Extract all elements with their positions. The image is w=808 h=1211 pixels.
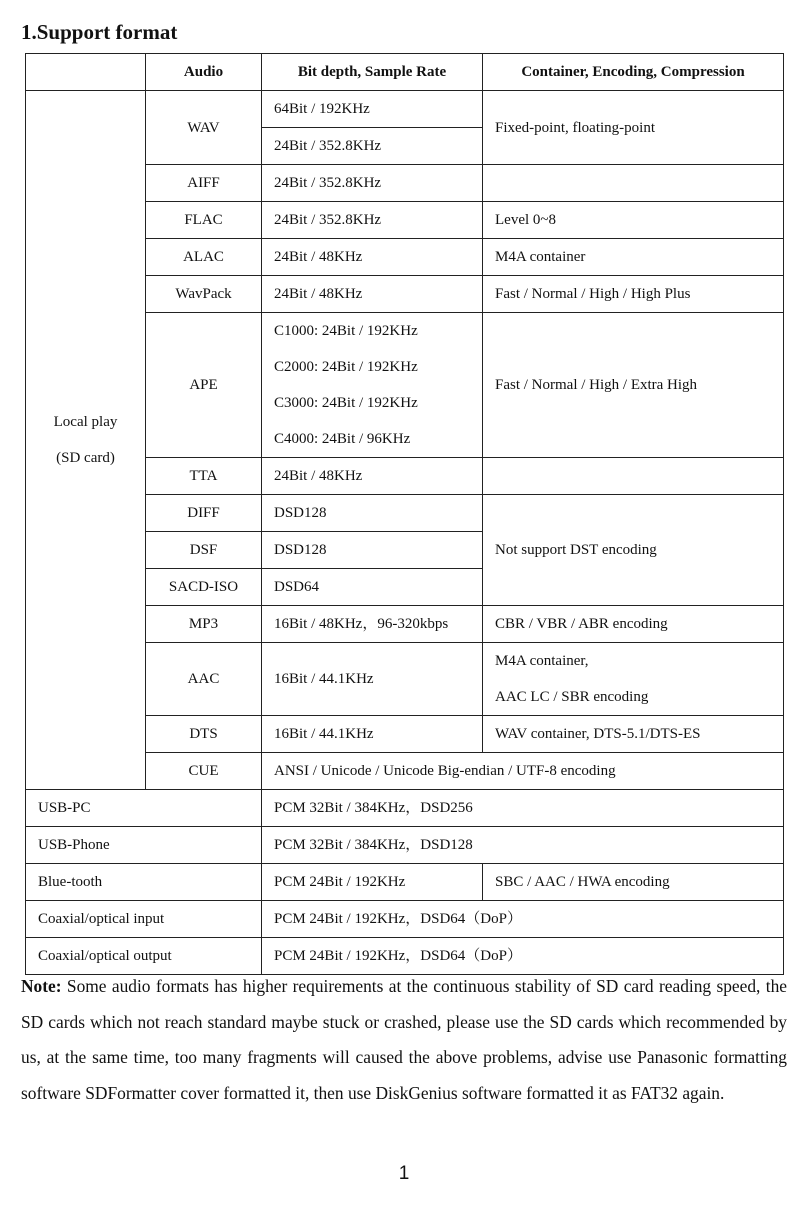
rate-mp3: 16Bit / 48KHz，96-320kbps (262, 606, 483, 643)
container-wavpack: Fast / Normal / High / High Plus (483, 276, 784, 313)
note-paragraph (21, 969, 787, 1111)
note-label: Note: (21, 976, 62, 996)
table-header-row (26, 54, 784, 91)
label-usb-pc: USB-PC (26, 790, 262, 827)
rate-flac: 24Bit / 352.8KHz (262, 202, 483, 239)
header-empty-cell (26, 54, 146, 91)
local-play-cell (26, 91, 146, 790)
value-usb-pc: PCM 32Bit / 384KHz，DSD256 (262, 790, 784, 827)
format-cue: CUE (146, 753, 262, 790)
container-alac: M4A container (483, 239, 784, 276)
rate-wav-1: 64Bit / 192KHz (262, 91, 483, 128)
table-row (26, 864, 784, 901)
format-wavpack: WavPack (146, 276, 262, 313)
container-aac-2: AAC LC / SBR encoding (483, 679, 784, 716)
rate-dts: 16Bit / 44.1KHz (262, 716, 483, 753)
rate-tta: 24Bit / 48KHz (262, 458, 483, 495)
rate-aac: 16Bit / 44.1KHz (262, 643, 483, 716)
format-aiff: AIFF (146, 165, 262, 202)
rate-ape-4: C4000: 24Bit / 96KHz (262, 421, 483, 458)
label-coax-input: Coaxial/optical input (26, 901, 262, 938)
value-bluetooth: PCM 24Bit / 192KHz (262, 864, 483, 901)
rate-ape-3: C3000: 24Bit / 192KHz (262, 385, 483, 421)
container-aac-1: M4A container, (483, 643, 784, 680)
page-number: 1 (398, 1163, 410, 1184)
rate-alac: 24Bit / 48KHz (262, 239, 483, 276)
format-tta: TTA (146, 458, 262, 495)
rate-dsf: DSD128 (262, 532, 483, 569)
rate-aiff: 24Bit / 352.8KHz (262, 165, 483, 202)
container-mp3: CBR / VBR / ABR encoding (483, 606, 784, 643)
format-aac: AAC (146, 643, 262, 716)
table-row (26, 827, 784, 864)
value-coax-output: PCM 24Bit / 192KHz，DSD64（DoP） (262, 938, 784, 975)
format-dts: DTS (146, 716, 262, 753)
format-diff: DIFF (146, 495, 262, 532)
rate-diff: DSD128 (262, 495, 483, 532)
format-flac: FLAC (146, 202, 262, 239)
local-play-sublabel: (SD card) (56, 450, 115, 466)
value-usb-phone: PCM 32Bit / 384KHz，DSD128 (262, 827, 784, 864)
format-sacd: SACD-ISO (146, 569, 262, 606)
container-flac: Level 0~8 (483, 202, 784, 239)
label-coax-output: Coaxial/optical output (26, 938, 262, 975)
rate-cue: ANSI / Unicode / Unicode Big-endian / UTF-8 encoding (262, 753, 784, 790)
container-bluetooth: SBC / AAC / HWA encoding (483, 864, 784, 901)
value-coax-input: PCM 24Bit / 192KHz，DSD64（DoP） (262, 901, 784, 938)
format-dsf: DSF (146, 532, 262, 569)
label-bluetooth: Blue-tooth (26, 864, 262, 901)
note-text: Some audio formats has higher requirements at the continuous stability of SD card reading speed, the SD cards which not reach standard maybe stuck or crashed, please use the SD cards which recommended by us, at the same time, too many fragments will caused the above problems, advise use Panasonic formatting software SDFormatter cover formatted it, then use DiskGenius software formatted it as FAT32 again. (21, 976, 787, 1103)
rate-wavpack: 24Bit / 48KHz (262, 276, 483, 313)
rate-sacd: DSD64 (262, 569, 483, 606)
table-row (26, 790, 784, 827)
container-tta (483, 458, 784, 495)
rate-wav-2: 24Bit / 352.8KHz (262, 128, 483, 165)
page-title: 1.Support format (21, 20, 178, 44)
support-format-table (25, 53, 784, 975)
format-alac: ALAC (146, 239, 262, 276)
format-ape: APE (146, 313, 262, 458)
rate-ape-2: C2000: 24Bit / 192KHz (262, 349, 483, 385)
table-row (26, 91, 784, 128)
container-aiff (483, 165, 784, 202)
rate-ape-1: C1000: 24Bit / 192KHz (262, 313, 483, 350)
header-audio: Audio (146, 54, 262, 91)
format-mp3: MP3 (146, 606, 262, 643)
container-ape: Fast / Normal / High / Extra High (483, 313, 784, 458)
container-dts: WAV container, DTS-5.1/DTS-ES (483, 716, 784, 753)
label-usb-phone: USB-Phone (26, 827, 262, 864)
header-bitdepth: Bit depth, Sample Rate (262, 54, 483, 91)
format-wav: WAV (146, 91, 262, 165)
local-play-label: Local play (53, 414, 118, 430)
container-dsd: Not support DST encoding (483, 495, 784, 606)
header-container: Container, Encoding, Compression (483, 54, 784, 91)
container-wav: Fixed-point, floating-point (483, 91, 784, 165)
table-row (26, 901, 784, 938)
